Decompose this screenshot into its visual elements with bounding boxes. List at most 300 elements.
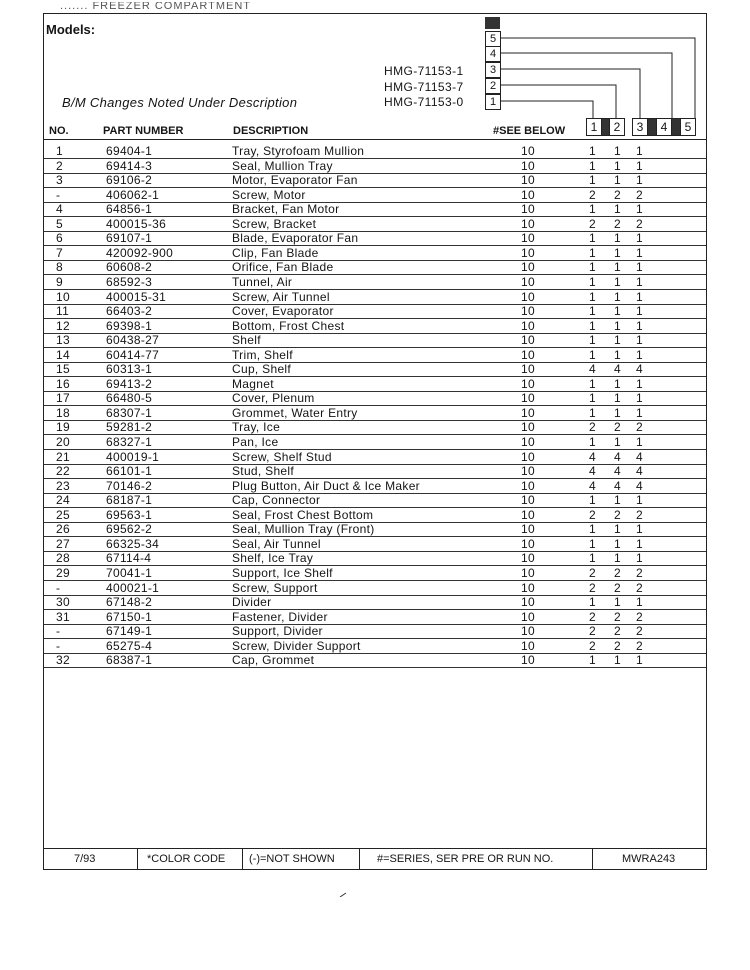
row-qty-model-3: 1 bbox=[636, 289, 643, 304]
row-qty-model-3: 4 bbox=[636, 449, 643, 464]
row-see-below: 10 bbox=[521, 347, 535, 362]
row-item-number: 5 bbox=[56, 216, 63, 231]
table-row bbox=[44, 406, 706, 420]
row-qty-model-2: 4 bbox=[614, 478, 621, 493]
table-row bbox=[44, 420, 706, 434]
row-item-number: 27 bbox=[56, 536, 70, 551]
row-qty-model-2: 2 bbox=[614, 624, 621, 639]
model-index-box: 4 bbox=[485, 46, 501, 62]
row-qty-model-3: 1 bbox=[636, 653, 643, 668]
row-description: Seal, Mullion Tray (Front) bbox=[232, 522, 375, 537]
row-item-number: 19 bbox=[56, 420, 70, 435]
row-qty-model-1: 1 bbox=[589, 289, 596, 304]
row-qty-model-1: 2 bbox=[589, 216, 596, 231]
row-part-number: 68387-1 bbox=[106, 653, 153, 668]
row-qty-model-1: 1 bbox=[589, 202, 596, 217]
row-qty-model-1: 1 bbox=[589, 536, 596, 551]
row-description: Trim, Shelf bbox=[232, 347, 293, 362]
row-description: Screw, Bracket bbox=[232, 216, 317, 231]
row-qty-model-1: 1 bbox=[589, 347, 596, 362]
table-row bbox=[44, 624, 706, 638]
row-part-number: 64856-1 bbox=[106, 202, 153, 217]
footer-doc-id: MWRA243 bbox=[622, 853, 676, 865]
row-item-number: 29 bbox=[56, 565, 70, 580]
footer-color-code: *COLOR CODE bbox=[147, 853, 226, 865]
row-item-number: 8 bbox=[56, 260, 63, 275]
model-name: HMG-71153-0 bbox=[384, 95, 464, 109]
row-item-number: 26 bbox=[56, 522, 70, 537]
row-qty-model-1: 1 bbox=[589, 493, 596, 508]
row-item-number: 1 bbox=[56, 144, 63, 158]
row-see-below: 10 bbox=[521, 493, 535, 508]
row-part-number: 66403-2 bbox=[106, 304, 153, 319]
row-qty-model-1: 2 bbox=[589, 507, 596, 522]
row-part-number: 69562-2 bbox=[106, 522, 153, 537]
row-qty-model-2: 1 bbox=[614, 144, 621, 158]
row-item-number: - bbox=[56, 187, 61, 202]
row-description: Cover, Evaporator bbox=[232, 304, 334, 319]
row-item-number: 6 bbox=[56, 231, 63, 246]
row-qty-model-3: 2 bbox=[636, 216, 643, 231]
row-qty-model-2: 1 bbox=[614, 260, 621, 275]
table-row bbox=[44, 464, 706, 478]
model-index-box: 5 bbox=[485, 31, 501, 47]
row-see-below: 10 bbox=[521, 638, 535, 653]
row-see-below: 10 bbox=[521, 522, 535, 537]
row-item-number: 15 bbox=[56, 362, 70, 377]
row-qty-model-1: 1 bbox=[589, 260, 596, 275]
row-see-below: 10 bbox=[521, 304, 535, 319]
row-item-number: 10 bbox=[56, 289, 70, 304]
model-index-box: 3 bbox=[485, 62, 501, 78]
model-name: HMG-71153-1 bbox=[384, 64, 464, 78]
table-row bbox=[44, 260, 706, 274]
table-row bbox=[44, 159, 706, 173]
row-part-number: 69106-2 bbox=[106, 173, 153, 188]
row-item-number: 25 bbox=[56, 507, 70, 522]
column-header-part-number: PART NUMBER bbox=[103, 125, 184, 137]
row-qty-model-3: 4 bbox=[636, 362, 643, 377]
row-description: Pan, Ice bbox=[232, 435, 279, 449]
row-qty-model-3: 1 bbox=[636, 245, 643, 260]
row-qty-model-1: 2 bbox=[589, 580, 596, 595]
table-row bbox=[44, 581, 706, 595]
table-row bbox=[44, 202, 706, 216]
row-qty-model-1: 2 bbox=[589, 609, 596, 624]
row-qty-model-1: 4 bbox=[589, 478, 596, 493]
row-description: Screw, Support bbox=[232, 580, 318, 595]
row-see-below: 10 bbox=[521, 216, 535, 231]
row-qty-model-1: 4 bbox=[589, 362, 596, 377]
row-see-below: 10 bbox=[521, 318, 535, 333]
scan-artifact-marks bbox=[0, 885, 750, 897]
row-qty-model-2: 1 bbox=[614, 536, 621, 551]
row-description: Plug Button, Air Duct & Ice Maker bbox=[232, 478, 420, 493]
row-part-number: 66101-1 bbox=[106, 464, 153, 479]
row-qty-model-2: 1 bbox=[614, 347, 621, 362]
row-see-below: 10 bbox=[521, 536, 535, 551]
row-qty-model-2: 1 bbox=[614, 318, 621, 333]
table-row bbox=[44, 333, 706, 347]
row-see-below: 10 bbox=[521, 580, 535, 595]
table-row bbox=[44, 595, 706, 609]
row-item-number: 13 bbox=[56, 333, 70, 348]
table-row bbox=[44, 144, 706, 158]
row-qty-model-2: 1 bbox=[614, 595, 621, 610]
table-row bbox=[44, 275, 706, 289]
row-see-below: 10 bbox=[521, 565, 535, 580]
row-qty-model-1: 1 bbox=[589, 158, 596, 173]
row-qty-model-2: 1 bbox=[614, 391, 621, 406]
row-qty-model-2: 4 bbox=[614, 464, 621, 479]
table-row bbox=[44, 377, 706, 391]
row-item-number: 22 bbox=[56, 464, 70, 479]
row-item-number: - bbox=[56, 624, 61, 639]
footer-not-shown: (-)=NOT SHOWN bbox=[249, 853, 335, 865]
table-row bbox=[44, 435, 706, 449]
row-item-number: 20 bbox=[56, 435, 70, 449]
row-see-below: 10 bbox=[521, 231, 535, 246]
row-qty-model-2: 1 bbox=[614, 245, 621, 260]
row-see-below: 10 bbox=[521, 333, 535, 348]
row-description: Magnet bbox=[232, 376, 274, 391]
table-row bbox=[44, 319, 706, 333]
row-qty-model-2: 1 bbox=[614, 202, 621, 217]
row-see-below: 10 bbox=[521, 173, 535, 188]
row-see-below: 10 bbox=[521, 391, 535, 406]
row-item-number: - bbox=[56, 638, 61, 653]
row-description: Support, Divider bbox=[232, 624, 323, 639]
page-footer bbox=[44, 848, 706, 870]
table-row bbox=[44, 348, 706, 362]
row-qty-model-2: 2 bbox=[614, 216, 621, 231]
row-part-number: 70146-2 bbox=[106, 478, 153, 493]
row-part-number: 69404-1 bbox=[106, 144, 153, 158]
row-description: Motor, Evaporator Fan bbox=[232, 173, 358, 188]
row-item-number: 30 bbox=[56, 595, 70, 610]
row-see-below: 10 bbox=[521, 435, 535, 449]
row-part-number: 406062-1 bbox=[106, 187, 160, 202]
header-rule bbox=[44, 139, 706, 140]
row-description: Orifice, Fan Blade bbox=[232, 260, 334, 275]
row-qty-model-1: 2 bbox=[589, 638, 596, 653]
row-part-number: 69414-3 bbox=[106, 158, 153, 173]
row-item-number: 11 bbox=[56, 304, 70, 319]
row-qty-model-3: 1 bbox=[636, 405, 643, 420]
table-row bbox=[44, 231, 706, 245]
row-qty-model-2: 1 bbox=[614, 274, 621, 289]
row-part-number: 69413-2 bbox=[106, 376, 153, 391]
row-see-below: 10 bbox=[521, 405, 535, 420]
row-qty-model-2: 1 bbox=[614, 435, 621, 449]
table-row bbox=[44, 653, 706, 667]
model-index-box: 2 bbox=[485, 78, 501, 94]
row-qty-model-3: 1 bbox=[636, 144, 643, 158]
row-description: Cap, Grommet bbox=[232, 653, 315, 668]
row-qty-model-1: 1 bbox=[589, 173, 596, 188]
row-qty-model-1: 1 bbox=[589, 274, 596, 289]
row-part-number: 400021-1 bbox=[106, 580, 160, 595]
column-header-no: NO. bbox=[49, 125, 69, 137]
row-description: Divider bbox=[232, 595, 272, 610]
row-see-below: 10 bbox=[521, 362, 535, 377]
row-part-number: 68187-1 bbox=[106, 493, 153, 508]
row-qty-model-3: 1 bbox=[636, 274, 643, 289]
row-description: Screw, Motor bbox=[232, 187, 306, 202]
row-qty-model-2: 2 bbox=[614, 565, 621, 580]
row-see-below: 10 bbox=[521, 158, 535, 173]
row-see-below: 10 bbox=[521, 595, 535, 610]
row-description: Screw, Air Tunnel bbox=[232, 289, 330, 304]
row-qty-model-1: 1 bbox=[589, 653, 596, 668]
row-qty-model-3: 1 bbox=[636, 522, 643, 537]
row-see-below: 10 bbox=[521, 144, 535, 158]
row-part-number: 68592-3 bbox=[106, 274, 153, 289]
table-row bbox=[44, 522, 706, 536]
column-header-model-2: 2 bbox=[609, 118, 625, 136]
row-part-number: 400015-31 bbox=[106, 289, 167, 304]
row-description: Clip, Fan Blade bbox=[232, 245, 319, 260]
row-part-number: 66480-5 bbox=[106, 391, 153, 406]
row-qty-model-1: 1 bbox=[589, 551, 596, 566]
row-description: Seal, Mullion Tray bbox=[232, 158, 333, 173]
row-part-number: 69398-1 bbox=[106, 318, 153, 333]
row-qty-model-1: 2 bbox=[589, 565, 596, 580]
row-qty-model-2: 1 bbox=[614, 231, 621, 246]
row-qty-model-3: 1 bbox=[636, 435, 643, 449]
table-row bbox=[44, 362, 706, 376]
row-qty-model-3: 2 bbox=[636, 507, 643, 522]
row-qty-model-1: 1 bbox=[589, 376, 596, 391]
row-see-below: 10 bbox=[521, 202, 535, 217]
row-qty-model-3: 1 bbox=[636, 536, 643, 551]
row-see-below: 10 bbox=[521, 245, 535, 260]
row-item-number: 4 bbox=[56, 202, 63, 217]
row-qty-model-3: 4 bbox=[636, 464, 643, 479]
row-see-below: 10 bbox=[521, 187, 535, 202]
row-see-below: 10 bbox=[521, 420, 535, 435]
table-row bbox=[44, 217, 706, 231]
row-qty-model-1: 2 bbox=[589, 624, 596, 639]
row-item-number: 7 bbox=[56, 245, 63, 260]
column-header-model-3: 3 bbox=[632, 118, 648, 136]
row-qty-model-1: 1 bbox=[589, 435, 596, 449]
row-part-number: 66325-34 bbox=[106, 536, 160, 551]
row-description: Cup, Shelf bbox=[232, 362, 292, 377]
row-description: Seal, Air Tunnel bbox=[232, 536, 321, 551]
row-qty-model-1: 2 bbox=[589, 420, 596, 435]
model-name: HMG-71153-7 bbox=[384, 80, 464, 94]
row-qty-model-1: 1 bbox=[589, 405, 596, 420]
row-qty-model-1: 1 bbox=[589, 231, 596, 246]
column-header-model-1: 1 bbox=[586, 118, 602, 136]
row-qty-model-2: 1 bbox=[614, 333, 621, 348]
table-row bbox=[44, 188, 706, 202]
row-qty-model-3: 1 bbox=[636, 347, 643, 362]
row-item-number: 21 bbox=[56, 449, 70, 464]
row-qty-model-1: 4 bbox=[589, 449, 596, 464]
row-part-number: 60608-2 bbox=[106, 260, 153, 275]
row-qty-model-3: 1 bbox=[636, 202, 643, 217]
row-description: Blade, Evaporator Fan bbox=[232, 231, 359, 246]
row-qty-model-2: 1 bbox=[614, 653, 621, 668]
row-qty-model-3: 1 bbox=[636, 493, 643, 508]
row-qty-model-2: 1 bbox=[614, 493, 621, 508]
table-row bbox=[44, 493, 706, 507]
column-header-model-4: 4 bbox=[656, 118, 672, 136]
table-row bbox=[44, 551, 706, 565]
table-row bbox=[44, 639, 706, 653]
table-row bbox=[44, 479, 706, 493]
row-description: Fastener, Divider bbox=[232, 609, 328, 624]
row-qty-model-3: 2 bbox=[636, 565, 643, 580]
row-description: Grommet, Water Entry bbox=[232, 405, 358, 420]
row-part-number: 68307-1 bbox=[106, 405, 153, 420]
row-part-number: 65275-4 bbox=[106, 638, 153, 653]
row-qty-model-2: 2 bbox=[614, 609, 621, 624]
row-qty-model-3: 1 bbox=[636, 551, 643, 566]
row-see-below: 10 bbox=[521, 478, 535, 493]
row-description: Shelf, Ice Tray bbox=[232, 551, 314, 566]
row-qty-model-3: 1 bbox=[636, 595, 643, 610]
row-qty-model-3: 1 bbox=[636, 158, 643, 173]
row-qty-model-3: 2 bbox=[636, 420, 643, 435]
table-row bbox=[44, 391, 706, 405]
row-part-number: 60414-77 bbox=[106, 347, 160, 362]
row-qty-model-1: 1 bbox=[589, 595, 596, 610]
column-header-see-below: #SEE BELOW bbox=[493, 125, 566, 137]
row-part-number: 67148-2 bbox=[106, 595, 153, 610]
row-qty-model-2: 1 bbox=[614, 304, 621, 319]
row-part-number: 60313-1 bbox=[106, 362, 153, 377]
row-see-below: 10 bbox=[521, 653, 535, 668]
clipped-section-title: ....... FREEZER COMPARTMENT bbox=[60, 2, 251, 12]
row-see-below: 10 bbox=[521, 507, 535, 522]
row-see-below: 10 bbox=[521, 464, 535, 479]
row-item-number: 14 bbox=[56, 347, 70, 362]
row-qty-model-1: 2 bbox=[589, 187, 596, 202]
row-part-number: 400015-36 bbox=[106, 216, 167, 231]
row-part-number: 69563-1 bbox=[106, 507, 153, 522]
row-description: Tunnel, Air bbox=[232, 274, 293, 289]
row-qty-model-1: 1 bbox=[589, 245, 596, 260]
row-qty-model-3: 1 bbox=[636, 318, 643, 333]
row-part-number: 59281-2 bbox=[106, 420, 153, 435]
row-see-below: 10 bbox=[521, 289, 535, 304]
row-qty-model-3: 4 bbox=[636, 478, 643, 493]
row-part-number: 68327-1 bbox=[106, 435, 153, 449]
row-qty-model-2: 1 bbox=[614, 522, 621, 537]
row-description: Tray, Ice bbox=[232, 420, 281, 435]
row-qty-model-3: 2 bbox=[636, 609, 643, 624]
row-qty-model-3: 1 bbox=[636, 260, 643, 275]
table-row bbox=[44, 450, 706, 464]
row-description: Seal, Frost Chest Bottom bbox=[232, 507, 374, 522]
row-qty-model-2: 2 bbox=[614, 638, 621, 653]
footer-series-note: #=SERIES, SER PRE OR RUN NO. bbox=[377, 853, 554, 865]
table-row bbox=[44, 537, 706, 551]
row-see-below: 10 bbox=[521, 260, 535, 275]
row-qty-model-1: 4 bbox=[589, 464, 596, 479]
row-see-below: 10 bbox=[521, 551, 535, 566]
row-item-number: 17 bbox=[56, 391, 70, 406]
row-qty-model-2: 1 bbox=[614, 158, 621, 173]
row-qty-model-3: 1 bbox=[636, 376, 643, 391]
row-item-number: 23 bbox=[56, 478, 70, 493]
models-label: Models: bbox=[46, 22, 96, 37]
row-part-number: 67114-4 bbox=[106, 551, 152, 566]
row-part-number: 67150-1 bbox=[106, 609, 153, 624]
row-qty-model-1: 1 bbox=[589, 522, 596, 537]
row-qty-model-3: 2 bbox=[636, 638, 643, 653]
row-description: Screw, Shelf Stud bbox=[232, 449, 332, 464]
row-qty-model-3: 1 bbox=[636, 231, 643, 246]
row-description: Shelf bbox=[232, 333, 261, 348]
row-description: Stud, Shelf bbox=[232, 464, 295, 479]
row-qty-model-2: 4 bbox=[614, 362, 621, 377]
row-qty-model-3: 2 bbox=[636, 187, 643, 202]
row-part-number: 400019-1 bbox=[106, 449, 160, 464]
row-part-number: 70041-1 bbox=[106, 565, 153, 580]
row-qty-model-3: 2 bbox=[636, 580, 643, 595]
column-header-description: DESCRIPTION bbox=[233, 125, 309, 137]
row-qty-model-2: 2 bbox=[614, 187, 621, 202]
row-item-number: 3 bbox=[56, 173, 63, 188]
row-description: Screw, Divider Support bbox=[232, 638, 361, 653]
row-qty-model-3: 1 bbox=[636, 304, 643, 319]
row-qty-model-2: 2 bbox=[614, 580, 621, 595]
row-see-below: 10 bbox=[521, 274, 535, 289]
row-see-below: 10 bbox=[521, 376, 535, 391]
row-item-number: 24 bbox=[56, 493, 70, 508]
row-qty-model-3: 2 bbox=[636, 624, 643, 639]
footer-date: 7/93 bbox=[74, 853, 96, 865]
row-qty-model-3: 1 bbox=[636, 391, 643, 406]
row-item-number: 28 bbox=[56, 551, 70, 566]
row-part-number: 60438-27 bbox=[106, 333, 160, 348]
row-part-number: 69107-1 bbox=[106, 231, 153, 246]
row-qty-model-2: 1 bbox=[614, 289, 621, 304]
row-description: Tray, Styrofoam Mullion bbox=[232, 144, 365, 158]
table-row bbox=[44, 304, 706, 318]
row-qty-model-3: 1 bbox=[636, 333, 643, 348]
row-qty-model-2: 1 bbox=[614, 376, 621, 391]
table-row bbox=[44, 610, 706, 624]
table-row bbox=[44, 566, 706, 580]
row-description: Cover, Plenum bbox=[232, 391, 315, 406]
table-row bbox=[44, 173, 706, 187]
row-see-below: 10 bbox=[521, 624, 535, 639]
row-item-number: 31 bbox=[56, 609, 70, 624]
row-description: Cap, Connector bbox=[232, 493, 321, 508]
row-qty-model-1: 1 bbox=[589, 318, 596, 333]
row-item-number: 2 bbox=[56, 158, 63, 173]
row-item-number: 32 bbox=[56, 653, 70, 668]
row-item-number: 12 bbox=[56, 318, 70, 333]
row-qty-model-2: 2 bbox=[614, 507, 621, 522]
column-header-model-5: 5 bbox=[680, 118, 696, 136]
row-qty-model-1: 1 bbox=[589, 333, 596, 348]
row-description: Bottom, Frost Chest bbox=[232, 318, 345, 333]
row-item-number: 18 bbox=[56, 405, 70, 420]
row-part-number: 67149-1 bbox=[106, 624, 153, 639]
row-item-number: 9 bbox=[56, 274, 63, 289]
row-part-number: 420092-900 bbox=[106, 245, 174, 260]
row-description: Support, Ice Shelf bbox=[232, 565, 333, 580]
row-see-below: 10 bbox=[521, 449, 535, 464]
row-qty-model-1: 1 bbox=[589, 304, 596, 319]
row-qty-model-2: 1 bbox=[614, 173, 621, 188]
